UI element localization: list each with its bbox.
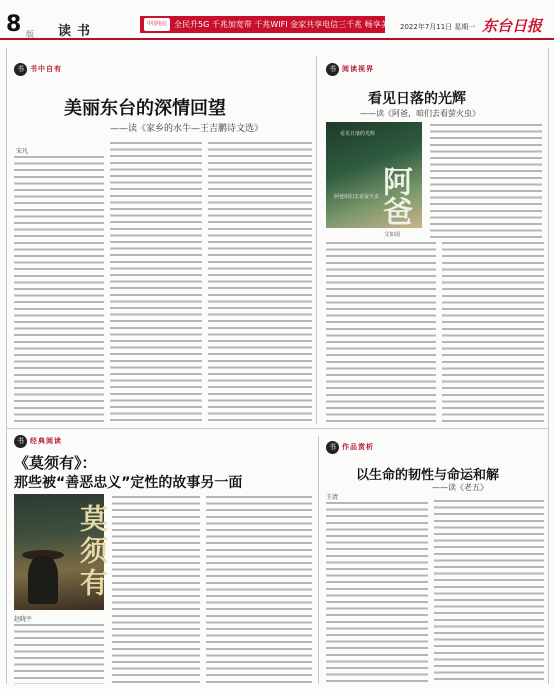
newspaper-brand: 东台日报 bbox=[482, 17, 543, 35]
telecom-ad-banner[interactable] bbox=[140, 16, 421, 33]
article1-text-col3 bbox=[208, 142, 312, 422]
telecom-logo-icon: 中国电信 bbox=[144, 18, 170, 31]
badge-work-appreciation bbox=[326, 440, 374, 454]
article1-text-col1 bbox=[14, 156, 104, 422]
cover-small-text: 看见日落的光辉 bbox=[340, 131, 376, 137]
article4-text-col1 bbox=[326, 502, 428, 684]
book-icon: 书 bbox=[326, 441, 339, 454]
badge-label: 书中自有 bbox=[30, 65, 62, 73]
section-title: 读书 bbox=[58, 24, 97, 39]
badge-label: 经典阅读 bbox=[30, 437, 62, 445]
article2-text-col2 bbox=[442, 242, 544, 422]
section-divider bbox=[6, 428, 549, 429]
page-header bbox=[0, 0, 554, 40]
page-suffix: 版 bbox=[26, 30, 34, 39]
article4-text-col2 bbox=[434, 500, 544, 684]
article3-title-line1[interactable]: 《莫须有》： bbox=[14, 454, 97, 472]
article2-text-col1 bbox=[326, 242, 436, 422]
right-frame-line bbox=[548, 48, 549, 684]
article3-text-col2 bbox=[206, 496, 312, 684]
article1-author: 宋凡 bbox=[16, 148, 29, 155]
article2-subtitle: ——读《阿爸，咱们去看萤火虫》 bbox=[360, 109, 480, 118]
article2-title[interactable]: 看见日落的光辉 bbox=[368, 91, 466, 107]
article1-subtitle: ——读《家乡的水牛—王吉鹏诗文选》 bbox=[110, 124, 264, 134]
book-icon: 书 bbox=[326, 63, 339, 76]
page-number: 8 bbox=[6, 12, 22, 37]
cover-note: 阿爸咱们去看萤火虫 bbox=[334, 194, 380, 200]
article3-text-col0 bbox=[14, 624, 104, 684]
badge-reading-view bbox=[326, 62, 374, 76]
column-divider-top bbox=[316, 56, 317, 424]
article4-subtitle: ——读《老五》 bbox=[432, 483, 488, 492]
badge-label: 阅读视界 bbox=[342, 65, 374, 73]
book-icon: 书 bbox=[14, 435, 27, 448]
book-icon: 书 bbox=[14, 63, 27, 76]
article3-title-line2[interactable]: 那些被“善恶忠义”定性的故事另一面 bbox=[14, 475, 243, 491]
issue-date: 2022年7月11日 星期一 bbox=[400, 23, 476, 31]
image-caption: 文如雨 bbox=[384, 232, 401, 238]
article3-text-col1 bbox=[112, 496, 200, 684]
cover-title: 莫须有 bbox=[76, 504, 109, 600]
figure-shape bbox=[28, 556, 58, 604]
badge-book-review bbox=[14, 62, 62, 76]
cover-title: 阿爸 bbox=[377, 166, 412, 226]
article4-title[interactable]: 以生命的韧性与命运和解 bbox=[356, 468, 500, 483]
ad-text: 全民升5G 千兆加宽带 千兆WIFI 金家共享电信三千兆 畅享美丽新生活 bbox=[174, 20, 421, 29]
left-frame-line bbox=[6, 48, 7, 684]
article3-author: 赵晓平 bbox=[14, 616, 33, 623]
column-divider-bottom bbox=[318, 436, 319, 684]
article4-author: 王清 bbox=[326, 494, 339, 501]
article1-text-col2 bbox=[110, 142, 202, 422]
book-cover-image bbox=[14, 494, 109, 610]
book-cover-image bbox=[326, 122, 422, 228]
badge-label: 作品赏析 bbox=[342, 443, 374, 451]
article1-title[interactable]: 美丽东台的深情回望 bbox=[64, 98, 226, 119]
badge-classic-reading bbox=[14, 434, 62, 448]
article2-text-upper bbox=[430, 124, 542, 238]
